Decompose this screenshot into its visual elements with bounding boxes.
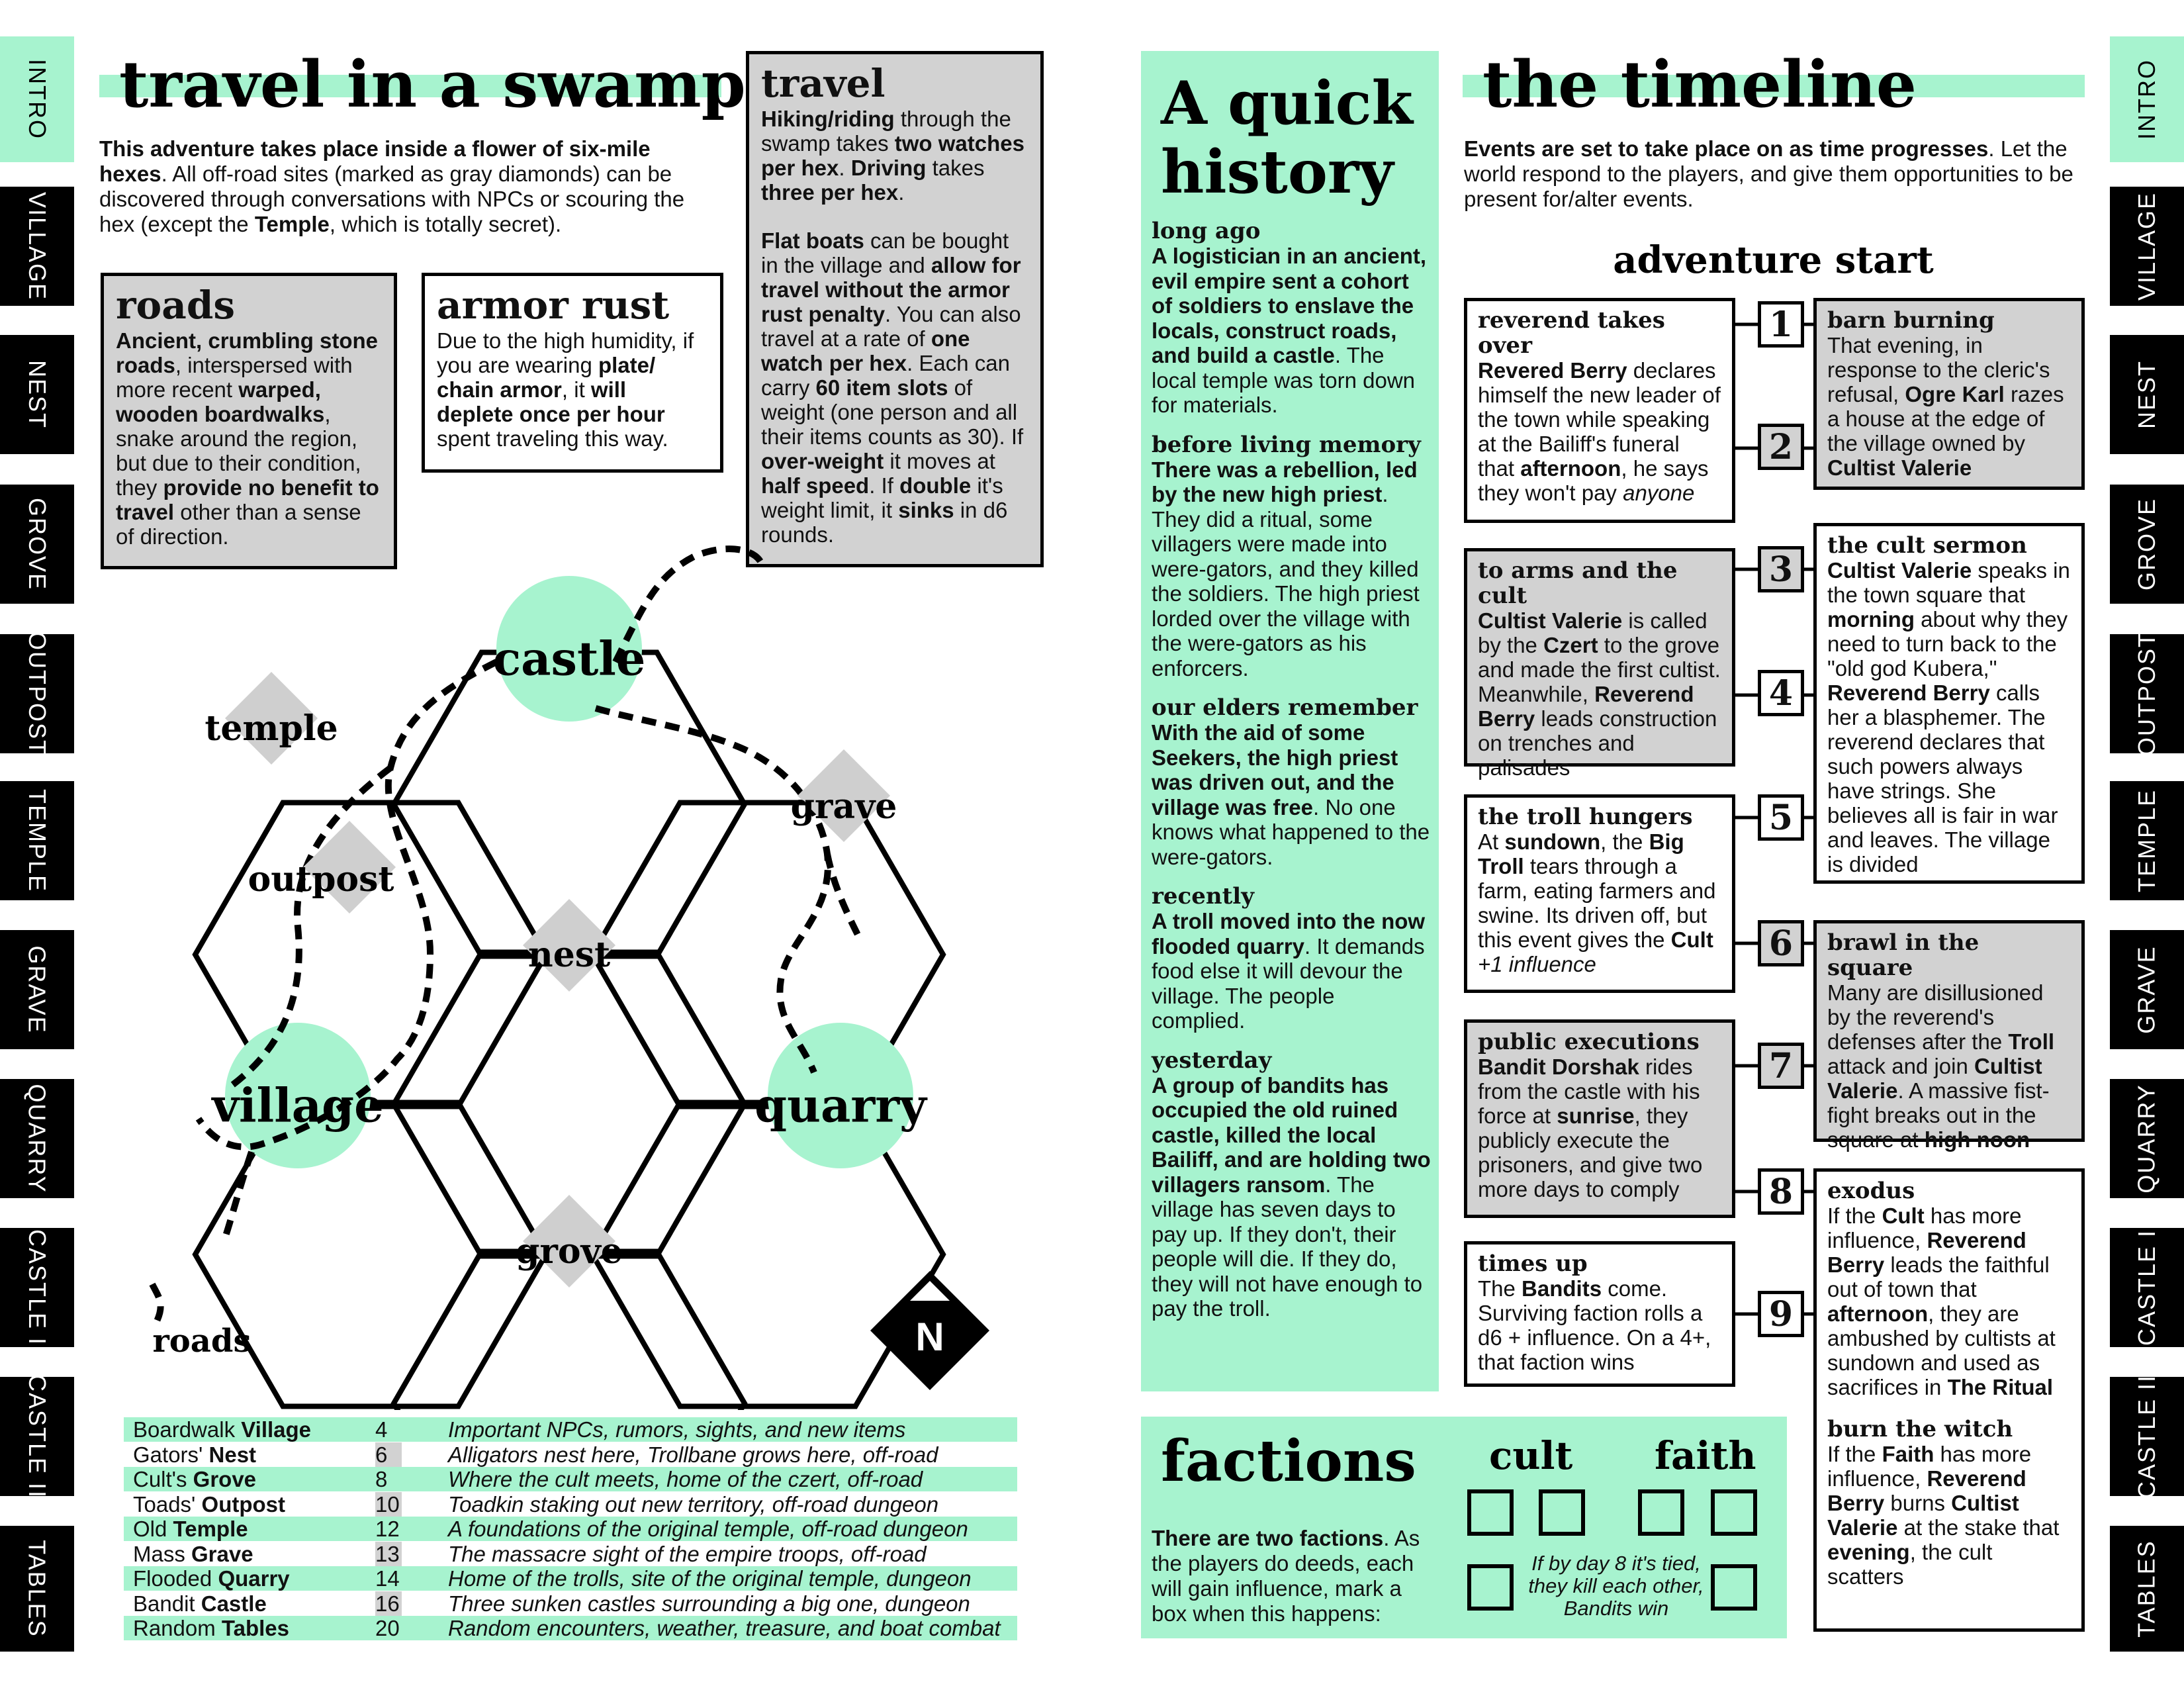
tab-label: TEMPLE [2133,788,2161,893]
event-text: If the Faith has more influence, Reverend Berry burns Cultist Valerie at the stake that evening, the cult scatters [1827,1442,2060,1589]
tab-label: VILLAGE [2133,191,2160,301]
tab-outpost[interactable] [2110,631,2184,757]
faith-heading: faith [1655,1433,1756,1478]
tab-intro[interactable] [2110,36,2184,162]
event-heading: brawl in the square [1827,929,1979,981]
table-row [124,1542,1017,1566]
event-number-badge: 7 [1758,1043,1804,1089]
faith-box-2[interactable] [1711,1489,1757,1536]
location-name: Boardwalk Village [133,1417,312,1442]
tab-label: QUARRY [2133,1084,2160,1194]
tab-label: CASTLE II [2133,1374,2160,1499]
page-number: 6 [375,1442,402,1467]
tab-label: INTRO [24,59,51,140]
timeline-event-8 [1813,1168,2085,1632]
history-heading: recently [1152,883,1254,910]
event-heading: reverend takes over [1478,307,1665,359]
tie-note: If by day 8 it's tied, they kill each other, Bandits win [1528,1552,1704,1620]
tab-intro[interactable] [0,36,74,162]
timeline-event-1 [1464,298,1735,523]
event-number-badge: 6 [1758,920,1804,966]
page-number: 16 [375,1591,402,1616]
tab-label: GRAVE [24,945,51,1034]
timeline-event-5 [1464,794,1735,993]
location-name: Toads' Outpost [133,1491,286,1517]
event-number-badge: 9 [1758,1291,1804,1337]
map-label-castle: castle [492,631,646,686]
history-text: A group of bandits has occupied the old ruined castle, killed the local Bailiff, and are holding two villagers ransom. The village has seven days to pay up. If they don't, their people will die. If they do, they will not have enough to pay the troll. [1152,1072,1431,1321]
event-heading: barn burning [1827,307,1995,334]
tab-label: CASTLE I [24,1229,51,1346]
travel-p2: Flat boats can be bought in the village and allow for travel without the armor rust penalty. You can also travel at a rate of one watch per hex. Each can carry 60 item slots of weight (one person and all their items counts as 30). If over-weight it moves at half speed. If double it's weight limit, it sinks in d6 rounds. [761,228,1024,547]
location-name: Flooded Quarry [133,1566,290,1591]
history-title-line2: history [1161,136,1394,207]
legend-road-sample [152,1284,161,1324]
event-text: The Bandits come. Surviving faction rolls a d6 + influence. On a 4+, that faction wins [1478,1276,1711,1374]
armor-rust-box [422,273,723,473]
event-number-badge: 5 [1758,794,1804,841]
faith-box-3[interactable] [1711,1564,1757,1611]
swamp-intro: This adventure takes place inside a flower of six-mile hexes. All off-road sites (marked as gray diamonds) can be discovered through conversations with NPCs or scouring the hex (except the Temple, which is totally secret). [99,136,685,236]
event-text: Cultist Valerie speaks in the town square that morning about why they need to turn back to the "old god Kubera," Reverend Berry calls her a blasphemer. The reverend declares that such powers always have strings. She believes all is fair in war and leaves. The village is divided [1827,558,2070,876]
timeline-intro: Events are set to take place on as time progresses. Let the world respond to the players, and give them opportunities to be present for/alter events. [1464,136,2073,211]
tab-label: TEMPLE [24,788,52,893]
tab-label: INTRO [2133,59,2160,140]
history-title-line1: A quick [1161,68,1413,138]
page-number: 8 [375,1467,388,1491]
location-description: Three sunken castles surrounding a big one, dungeon [448,1591,970,1616]
tab-nest[interactable] [2110,335,2184,454]
page-number: 4 [375,1417,388,1442]
event-text: That evening, in response to the cleric's refusal, Ogre Karl razes a house at the edge of the village owned by Cultist Valerie [1827,333,2064,480]
map-label-grove: grove [516,1231,623,1272]
event-heading: times up [1478,1250,1588,1277]
event-number-badge: 3 [1758,546,1804,592]
table-row [124,1442,1017,1467]
event-heading: the troll hungers [1478,804,1693,830]
timeline-event-2 [1813,298,2085,490]
history-text: With the aid of some Seekers, the high priest was driven out, and the village was free. No one knows what happened to the were-gators. [1152,720,1430,869]
travel-p1: Hiking/riding through the swamp takes two watches per hex. Driving takes three per hex. [761,106,1024,205]
armor-rust-heading: armor rust [437,283,670,328]
location-name: Random Tables [133,1616,289,1640]
page-number: 13 [375,1542,402,1566]
location-name: Mass Grave [133,1541,253,1566]
tab-grove[interactable] [2110,485,2184,604]
event-text: Bandit Dorshak rides from the castle with his force at sunrise, they publicly execute the prisoners, and give two more days to comply [1478,1055,1703,1201]
page-number: 10 [375,1492,402,1517]
tab-label: QUARRY [24,1084,51,1194]
hex-map [99,490,1039,1410]
event-number-badge: 1 [1758,301,1804,348]
location-description: Random encounters, weather, treasure, and boat combat [448,1616,1001,1640]
factions-title: factions [1161,1428,1416,1495]
location-name: Cult's Grove [133,1467,257,1491]
history-text: There was a rebellion, led by the new high priest. They did a ritual, some villagers were made into were-gators, and they killed the soldiers. The high priest lorded over the village with the were-gators as his enforcers. [1152,457,1420,680]
tab-label: CASTLE I [2133,1229,2160,1346]
event-heading: public executions [1478,1029,1700,1055]
timeline-event-4 [1813,523,2085,884]
location-description: Home of the trolls, site of the original temple, dungeon [448,1566,972,1591]
table-row [124,1492,1017,1517]
history-heading: our elders remember [1152,694,1418,721]
event-text: Cultist Valerie is called by the Czert to the grove and made the first cultist. Meanwhile, Reverend Berry leads construction on trenches and palisades [1478,608,1721,780]
event-heading: burn the witch [1827,1416,2013,1442]
tab-castle-ii[interactable] [0,1374,74,1499]
tab-label: NEST [23,359,51,430]
event-text: If the Cult has more influence, Reverend Berry leads the faithful out of town that afternoon, they are ambushed by cultists at sundown and used as sacrifices in The Ritual [1827,1203,2056,1399]
event-text: Revered Berry declares himself the new leader of the town while speaking at the Bailiff's funeral that afternoon, he says they won't pay anyone [1478,358,1721,505]
tab-castle-i[interactable] [0,1228,74,1347]
travel-heading: travel [761,61,886,106]
location-description: Alligators nest here, Trollbane grows here, off-road [448,1442,938,1467]
location-description: Toadkin staking out new territory, off-road dungeon [448,1491,939,1517]
tab-quarry[interactable] [2110,1079,2184,1198]
map-label-nest: nest [527,935,611,976]
tab-village[interactable] [0,187,74,306]
page-number: 12 [375,1517,400,1541]
road-path [827,854,860,940]
tab-castle-i[interactable] [2110,1228,2184,1347]
history-heading: long ago [1152,218,1261,244]
page-number: 14 [375,1566,400,1591]
timeline-event-3 [1464,548,1735,780]
table-row [124,1616,1017,1640]
table-row [124,1417,1017,1442]
event-text: At sundown, the Big Troll tears through a farm, eating farmers and swine. Its driven off, but this event gives the Cult +1 influence [1478,829,1716,976]
history-entries [1152,218,1433,1321]
map-label-grave: grave [790,786,897,827]
tab-label: TABLES [2133,1540,2161,1638]
timeline-event-9 [1464,1241,1735,1387]
timeline-event-7 [1464,1019,1735,1218]
faith-box-1[interactable] [1638,1489,1684,1536]
tab-label: GROVE [24,497,51,591]
location-description: A foundations of the original temple, off-road dungeon [448,1517,968,1541]
map-label-legend: roads [152,1322,251,1360]
tab-tables[interactable] [2110,1526,2184,1652]
history-title [1161,70,1413,207]
roads-text: Ancient, crumbling stone roads, interspersed with more recent warped, wooden boardwalks, snake around the region, but due to their condition, they provide no benefit to travel other than a sense of direction. [116,328,379,549]
factions-text: There are two factions. As the players do deeds, each will gain influence, mark a box when this happens: [1152,1526,1420,1626]
event-number-badge: 2 [1758,424,1804,470]
location-description: The massacre sight of the empire troops, off-road [448,1541,927,1566]
event-heading: to arms and the cult [1478,557,1678,609]
history-heading: yesterday [1152,1047,1272,1074]
cult-box-3[interactable] [1467,1564,1514,1611]
swamp-title: travel in a swamp [119,47,746,122]
event-text: Many are disillusioned by the reverend's defenses after the Troll attack and join Cultist Valerie. A massive fist-fight breaks out in the square at high noon [1827,980,2055,1152]
tab-nest[interactable] [0,335,74,454]
table-row [124,1566,1017,1591]
location-name: Bandit Castle [133,1591,267,1616]
tab-outpost[interactable] [0,631,74,757]
location-description: Important NPCs, rumors, sights, and new items [448,1417,906,1442]
location-description: Where the cult meets, home of the czert, off-road [448,1467,923,1491]
tab-label: VILLAGE [24,191,51,301]
event-number-badge: 8 [1758,1168,1804,1215]
page-number: 20 [375,1616,400,1640]
tab-grave[interactable] [0,930,74,1049]
tab-grove[interactable] [0,485,74,604]
history-heading: before living memory [1152,431,1421,458]
tab-castle-ii[interactable] [2110,1374,2184,1499]
armor-rust-text: Due to the high humidity, if you are wearing plate/ chain armor, it will deplete once per hour spent traveling this way. [437,328,694,451]
timeline-title: the timeline [1482,47,1917,122]
map-label-temple: temple [205,708,338,749]
cult-box-1[interactable] [1467,1489,1514,1536]
tab-temple[interactable] [0,781,74,900]
adventure-start: adventure start [1613,238,1934,282]
tab-label: CASTLE II [24,1374,51,1499]
event-heading: the cult sermon [1827,532,2027,559]
event-number-badge: 4 [1758,670,1804,716]
tab-label: OUTPOST [2133,631,2161,757]
roads-heading: roads [116,283,236,328]
tab-grave[interactable] [2110,930,2184,1049]
tab-tables[interactable] [0,1526,74,1652]
timeline-event-6 [1813,920,2085,1152]
tab-label: OUTPOST [24,631,52,757]
history-text: A troll moved into the now flooded quarry. It demands food else it will devour the village. The people complied. [1152,909,1426,1033]
tab-label: GRAVE [2133,945,2160,1034]
tab-label: TABLES [24,1540,52,1638]
table-row [124,1517,1017,1541]
event-heading: exodus [1827,1178,1915,1204]
map-label-quarry: quarry [754,1078,927,1133]
location-name: Gators' Nest [133,1442,257,1467]
history-text: A logistician in an ancient, evil empire sent a cohort of soldiers to enslave the locals, construct roads, and build a castle. The local temple was torn down for materials. [1152,244,1427,417]
compass-icon [870,1271,989,1390]
cult-box-2[interactable] [1539,1489,1585,1536]
compass-letter: N [915,1315,944,1359]
cult-heading: cult [1489,1433,1573,1478]
tab-temple[interactable] [2110,781,2184,900]
table-row [124,1591,1017,1616]
map-label-outpost: outpost [248,859,394,900]
tab-label: NEST [2132,359,2160,430]
table-row [124,1467,1017,1491]
location-name: Old Temple [133,1517,248,1541]
tab-village[interactable] [2110,187,2184,306]
tab-label: GROVE [2133,497,2160,591]
tab-quarry[interactable] [0,1079,74,1198]
map-label-village: village [212,1078,384,1133]
